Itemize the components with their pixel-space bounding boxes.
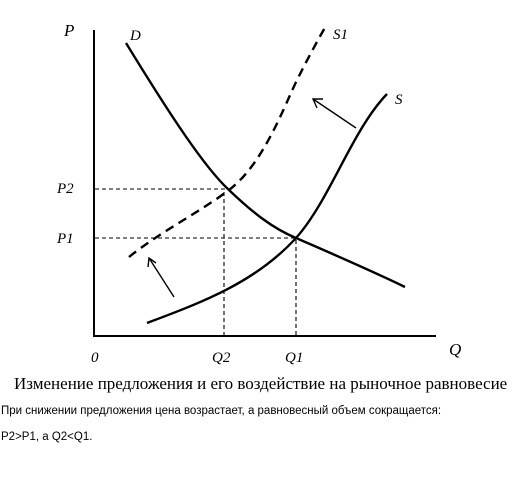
q2-label: Q2: [212, 350, 231, 366]
new-supply-label: S1: [333, 27, 348, 43]
p1-label: P1: [57, 231, 74, 247]
diagram-caption: Изменение предложения и его воздействие на рыночное равновесие: [14, 374, 508, 393]
p2-label: P2: [57, 181, 74, 197]
explanation-line-2: P2>P1, а Q2<Q1.: [1, 431, 93, 443]
quantity-axis-label: Q: [449, 340, 462, 359]
supply-curve: [147, 94, 387, 323]
shift-arrow-upper: [313, 99, 356, 128]
supply-label: S: [395, 92, 403, 108]
demand-curve: [126, 43, 405, 287]
new-supply-curve: [129, 24, 327, 257]
q1-label: Q1: [285, 350, 304, 366]
price-axis-label: P: [64, 21, 75, 40]
explanation-line-1: При снижении предложения цена возрастает, а равновесный объем сокращается:: [1, 405, 442, 417]
shift-arrow-lower: [148, 258, 174, 297]
origin-label: 0: [91, 350, 99, 366]
demand-label: D: [130, 28, 141, 44]
